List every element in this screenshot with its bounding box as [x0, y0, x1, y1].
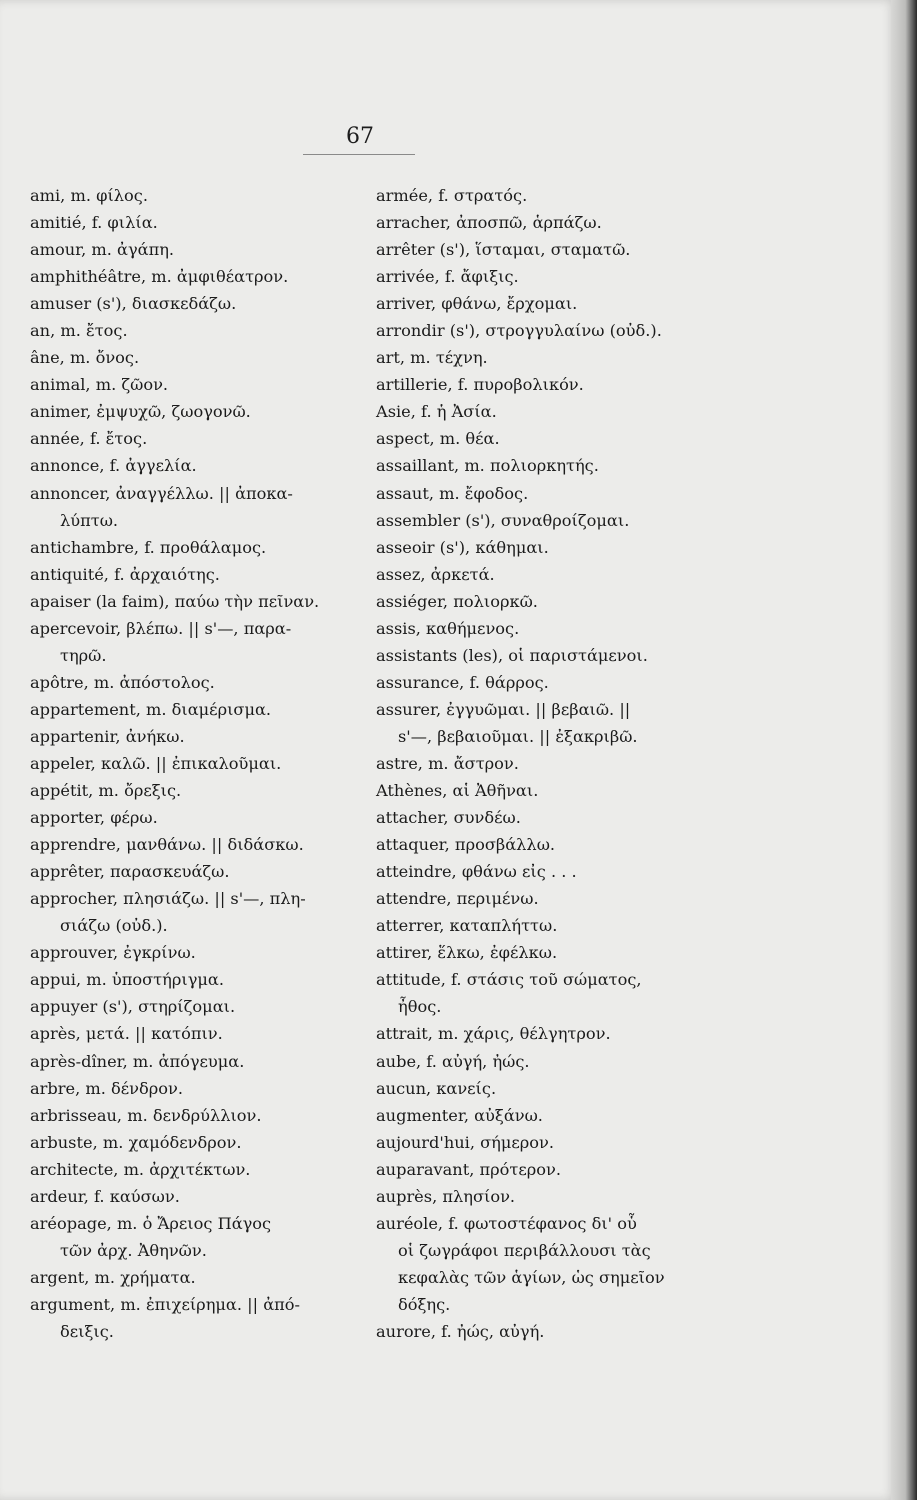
entry-continuation: κεφαλὰς τῶν ἁγίων, ὡς σημεῖον	[398, 1267, 665, 1287]
dictionary-entry: antichambre, f. προθάλαμος.	[30, 537, 267, 557]
dictionary-entry: appui, m. ὑποστήριγμα.	[30, 970, 224, 990]
dictionary-entry: arriver, φθάνω, ἔρχομαι.	[376, 294, 578, 314]
dictionary-entry: aube, f. αὐγή, ἠώς.	[376, 1051, 530, 1071]
dictionary-entry: attaquer, προσβάλλω.	[376, 835, 556, 855]
dictionary-entry: arrondir (s'), στρογγυλαίνω (οὐδ.).	[376, 321, 662, 341]
dictionary-entry: apaiser (la faim), παύω τὴν πεῖναν.	[30, 591, 320, 611]
dictionary-entry: après, μετά. || κατόπιν.	[30, 1024, 223, 1044]
dictionary-entry: amphithéâtre, m. ἀμφιθέατρον.	[30, 267, 289, 287]
dictionary-entry: appétit, m. ὄρεξις.	[30, 781, 182, 801]
dictionary-entry: appuyer (s'), στηρίζομαι.	[30, 997, 236, 1017]
dictionary-entry: argent, m. χρήματα.	[30, 1267, 196, 1287]
dictionary-entry: ami, m. φίλος.	[30, 186, 149, 205]
dictionary-entry: assaut, m. ἔφοδος.	[376, 483, 529, 503]
entry-continuation: τηρῶ.	[60, 645, 107, 665]
entry-continuation: ἦθος.	[398, 997, 442, 1017]
dictionary-entry: aucun, κανείς.	[376, 1078, 497, 1098]
dictionary-entry: amuser (s'), διασκεδάζω.	[30, 294, 237, 314]
page-number: 67	[346, 124, 374, 149]
dictionary-entry: Asie, f. ἡ Ἀσία.	[376, 402, 497, 422]
dictionary-entry: assistants (les), οἱ παριστάμενοι.	[376, 645, 648, 665]
dictionary-entry: attrait, m. χάρις, θέλγητρον.	[376, 1024, 611, 1044]
entry-continuation: δειξις.	[60, 1321, 114, 1341]
dictionary-entry: amour, m. ἀγάπη.	[30, 240, 175, 260]
dictionary-entry: atteindre, φθάνω εἰς . . .	[376, 862, 577, 882]
dictionary-entry: atterrer, καταπλήττω.	[376, 916, 558, 936]
dictionary-entry: aréopage, m. ὁ Ἄρειος Πάγος	[30, 1213, 272, 1233]
dictionary-entry: aspect, m. θέα.	[376, 429, 500, 449]
dictionary-entry: annoncer, ἀναγγέλλω. || ἀποκα-	[30, 483, 293, 503]
dictionary-entry: annonce, f. ἀγγελία.	[30, 456, 197, 476]
dictionary-entry: augmenter, αὐξάνω.	[376, 1105, 543, 1125]
dictionary-entry: assaillant, m. πολιορκητής.	[376, 456, 599, 476]
entry-continuation: λύπτω.	[60, 510, 119, 530]
entry-continuation: δόξης.	[398, 1294, 451, 1314]
dictionary-entry: antiquité, f. ἀρχαιότης.	[30, 564, 220, 584]
right-column	[376, 182, 706, 1345]
dictionary-entry: an, m. ἔτος.	[30, 321, 128, 341]
dictionary-entry: attacher, συνδέω.	[376, 808, 521, 828]
dictionary-entry: année, f. ἔτος.	[30, 429, 148, 449]
entry-continuation: σιάζω (οὐδ.).	[60, 916, 168, 936]
dictionary-entry: appartenir, ἀνήκω.	[30, 726, 185, 746]
entry-continuation: τῶν ἀρχ. Ἀθηνῶν.	[60, 1240, 207, 1260]
dictionary-entry: attendre, περιμένω.	[376, 889, 539, 909]
dictionary-entry: argument, m. ἐπιχείρημα. || ἀπό-	[30, 1294, 300, 1314]
dictionary-entry: auréole, f. φωτοστέφανος δι' οὗ	[376, 1213, 637, 1233]
dictionary-entry: arrivée, f. ἄφιξις.	[376, 267, 519, 287]
dictionary-entry: arbre, m. δένδρον.	[30, 1078, 183, 1098]
dictionary-entry: âne, m. ὄνος.	[30, 348, 140, 368]
entry-continuation: s'—, βεβαιοῦμαι. || ἐξακριβῶ.	[398, 726, 638, 746]
dictionary-entry: assiéger, πολιορκῶ.	[376, 591, 538, 611]
dictionary-entry: arracher, ἀποσπῶ, ἁρπάζω.	[376, 213, 602, 233]
dictionary-entry: aurore, f. ἠώς, αὐγή.	[376, 1321, 545, 1341]
dictionary-entry: attirer, ἕλκω, ἐφέλκω.	[376, 943, 558, 963]
dictionary-entry: animal, m. ζῶον.	[30, 375, 169, 395]
dictionary-entry: apprêter, παρασκευάζω.	[30, 862, 230, 882]
dictionary-entry: architecte, m. ἀρχιτέκτων.	[30, 1159, 251, 1179]
dictionary-entry: assurance, f. θάρρος.	[376, 672, 549, 692]
dictionary-entry: arbuste, m. χαμόδενδρον.	[30, 1132, 242, 1152]
header-rule	[303, 154, 415, 155]
dictionary-entry: appeler, καλῶ. || ἐπικαλοῦμαι.	[30, 753, 282, 773]
dictionary-entry: armée, f. στρατός.	[376, 186, 528, 205]
dictionary-entry: arbrisseau, m. δενδρύλλιον.	[30, 1105, 262, 1125]
dictionary-entry: approcher, πλησιάζω. || s'—, πλη-	[30, 889, 306, 909]
dictionary-entry: après-dîner, m. ἀπόγευμα.	[30, 1051, 245, 1071]
dictionary-entry: approuver, ἐγκρίνω.	[30, 943, 196, 963]
dictionary-entry: apporter, φέρω.	[30, 808, 158, 828]
dictionary-entry: astre, m. ἄστρον.	[376, 753, 519, 773]
dictionary-entry: auprès, πλησίον.	[376, 1186, 516, 1206]
entry-continuation: οἱ ζωγράφοι περιβάλλουσι τὰς	[398, 1240, 651, 1260]
dictionary-entry: art, m. τέχνη.	[376, 348, 488, 368]
dictionary-entry: assembler (s'), συναθροίζομαι.	[376, 510, 630, 530]
dictionary-entry: artillerie, f. πυροβολικόν.	[376, 375, 584, 395]
dictionary-entry: asseoir (s'), κάθημαι.	[376, 537, 549, 557]
dictionary-entry: attitude, f. στάσις τοῦ σώματος,	[376, 970, 642, 990]
dictionary-entry: Athènes, αἱ Ἀθῆναι.	[376, 781, 539, 801]
dictionary-entry: assis, καθήμενος.	[376, 618, 520, 638]
dictionary-entry: apôtre, m. ἀπόστολος.	[30, 672, 215, 692]
page-edge	[891, 0, 917, 1500]
dictionary-entry: apercevoir, βλέπω. || s'—, παρα-	[30, 618, 292, 638]
left-column	[30, 182, 360, 1345]
dictionary-entry: appartement, m. διαμέρισμα.	[30, 699, 272, 719]
dictionary-entry: assez, ἀρκετά.	[376, 564, 495, 584]
dictionary-entry: arrêter (s'), ἵσταμαι, σταματῶ.	[376, 240, 631, 260]
dictionary-entry: animer, ἐμψυχῶ, ζωογονῶ.	[30, 402, 251, 422]
dictionary-entry: auparavant, πρότερον.	[376, 1159, 561, 1179]
dictionary-entry: apprendre, μανθάνω. || διδάσκω.	[30, 835, 304, 855]
dictionary-entry: ardeur, f. καύσων.	[30, 1186, 180, 1206]
dictionary-entry: assurer, ἐγγυῶμαι. || βεβαιῶ. ||	[376, 699, 631, 719]
dictionary-entry: aujourd'hui, σήμερον.	[376, 1132, 555, 1152]
dictionary-entry: amitié, f. φιλία.	[30, 213, 158, 233]
